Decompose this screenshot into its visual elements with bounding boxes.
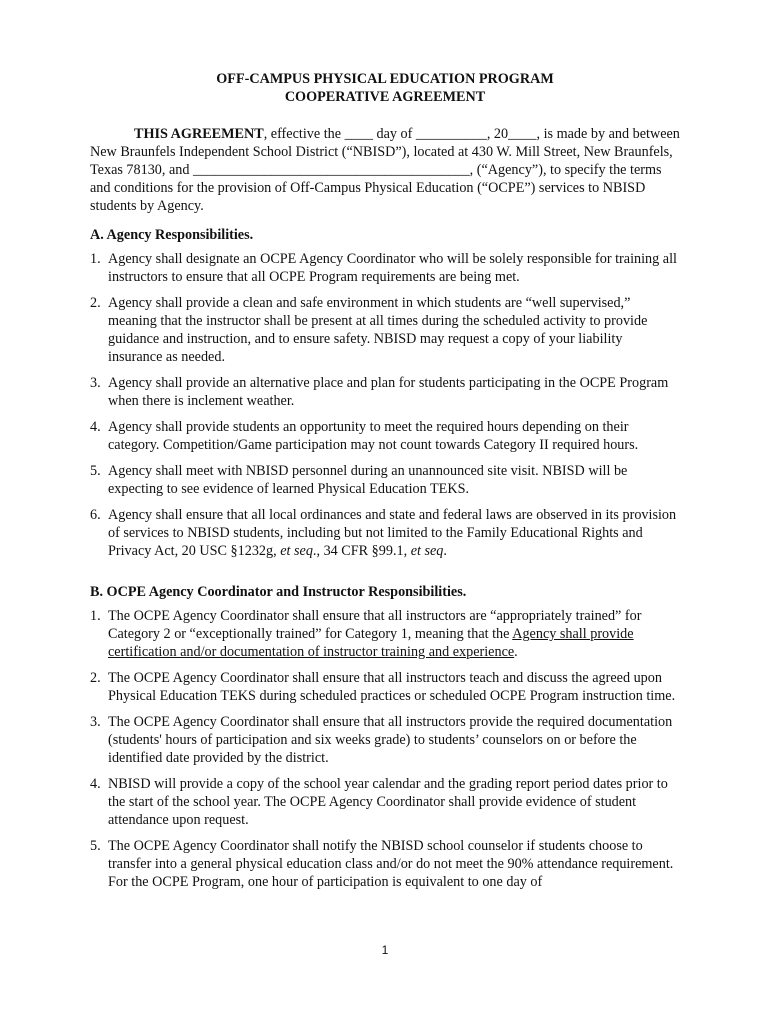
list-item (90, 607, 680, 661)
section-a-list (90, 250, 680, 560)
item-text-italic: et seq (410, 543, 444, 559)
item-text: The OCPE Agency Coordinator shall ensure that all instructors teach and discuss the agreed upon Physical Education TEKS during scheduled practices or scheduled OCPE Program instruction time. (108, 670, 676, 704)
item-number: 3. (90, 714, 101, 730)
section-a-heading: A. Agency Responsibilities. (90, 227, 254, 243)
item-text: Agency shall provide a clean and safe environment in which students are “well supervised,” meaning that the instructor shall be present at all times during the scheduled activity to provide guidance and instruction, and to ensure safety. NBISD may request a copy of your liability insurance as needed. (108, 295, 648, 365)
item-number: 1. (90, 608, 101, 624)
section-b-heading: B. OCPE Agency Coordinator and Instructor Responsibilities. (90, 584, 467, 600)
intro-paragraph (90, 125, 680, 215)
list-item (90, 837, 680, 891)
item-text: The OCPE Agency Coordinator shall ensure that all instructors are “appropriately trained” for Category 2 or “exceptionally trained” for Category 1, meaning that the (108, 608, 642, 642)
item-text-underlined: Agency shall provide certification and/or documentation of instructor training and experience (108, 626, 634, 660)
item-number: 1. (90, 251, 101, 267)
document-title-line-2: COOPERATIVE AGREEMENT (284, 89, 486, 105)
item-text: ., 34 CFR §99.1, (312, 543, 411, 559)
section-b-list (90, 607, 680, 891)
page-number: 1 (381, 943, 389, 957)
list-item (90, 250, 680, 286)
item-number: 5. (90, 463, 101, 479)
list-item (90, 713, 680, 767)
item-number: 2. (90, 295, 101, 311)
item-number: 3. (90, 375, 101, 391)
item-text: NBISD will provide a copy of the school year calendar and the grading report period dates prior to the start of the school year. The OCPE Agency Coordinator shall provide evidence of student attendance upon request. (108, 776, 668, 828)
list-item (90, 462, 680, 498)
item-text: Agency shall meet with NBISD personnel during an unannounced site visit. NBISD will be expecting to see evidence of learned Physical Education TEKS. (108, 463, 628, 497)
document-title-line-1: OFF-CAMPUS PHYSICAL EDUCATION PROGRAM (216, 71, 554, 87)
list-item (90, 294, 680, 366)
item-number: 6. (90, 507, 101, 523)
item-text: Agency shall ensure that all local ordinances and state and federal laws are observed in its provision of services to NBISD students, including but not limited to the Family Educational Rights and Privacy Act, 20 USC §1232g, (108, 507, 677, 559)
item-text: The OCPE Agency Coordinator shall notify the NBISD school counselor if students choose to transfer into a general physical education class and/or do not meet the 90% attendance requirement. For the OCPE Program, one hour of participation is equivalent to one day of (108, 838, 674, 890)
list-item (90, 506, 680, 560)
list-item (90, 669, 680, 705)
item-text: Agency shall provide students an opportunity to meet the required hours depending on their category. Competition/Game participation may not count towards Category II required hours. (108, 419, 639, 453)
item-text: . (514, 644, 518, 660)
item-number: 4. (90, 419, 101, 435)
item-text: . (443, 543, 447, 559)
list-item (90, 418, 680, 454)
item-text: The OCPE Agency Coordinator shall ensure that all instructors provide the required documentation (students' hours of participation and six weeks grade) to students’ counselors on or before the identified date provided by the district. (108, 714, 673, 766)
document-page (90, 70, 680, 891)
intro-text: , effective the ____ day of __________, 20____, is made by and between New Braunfels Independent School District (“NBISD”), located at 430 W. Mill Street, New Braunfels, Texas 78130, and _______________________________________, (“Agency”), to specify the terms and conditions for the provision of Off-Campus Physical Education (“OCPE”) services to NBISD students by Agency. (90, 126, 680, 214)
list-item (90, 775, 680, 829)
item-number: 4. (90, 776, 101, 792)
item-text-italic: et seq (280, 543, 313, 559)
intro-lead: THIS AGREEMENT (134, 126, 264, 142)
item-number: 2. (90, 670, 101, 686)
list-item (90, 374, 680, 410)
item-text: Agency shall designate an OCPE Agency Coordinator who will be solely responsible for training all instructors to ensure that all OCPE Program requirements are being met. (108, 251, 677, 285)
item-text: Agency shall provide an alternative place and plan for students participating in the OCPE Program when there is inclement weather. (108, 375, 669, 409)
item-number: 5. (90, 838, 101, 854)
